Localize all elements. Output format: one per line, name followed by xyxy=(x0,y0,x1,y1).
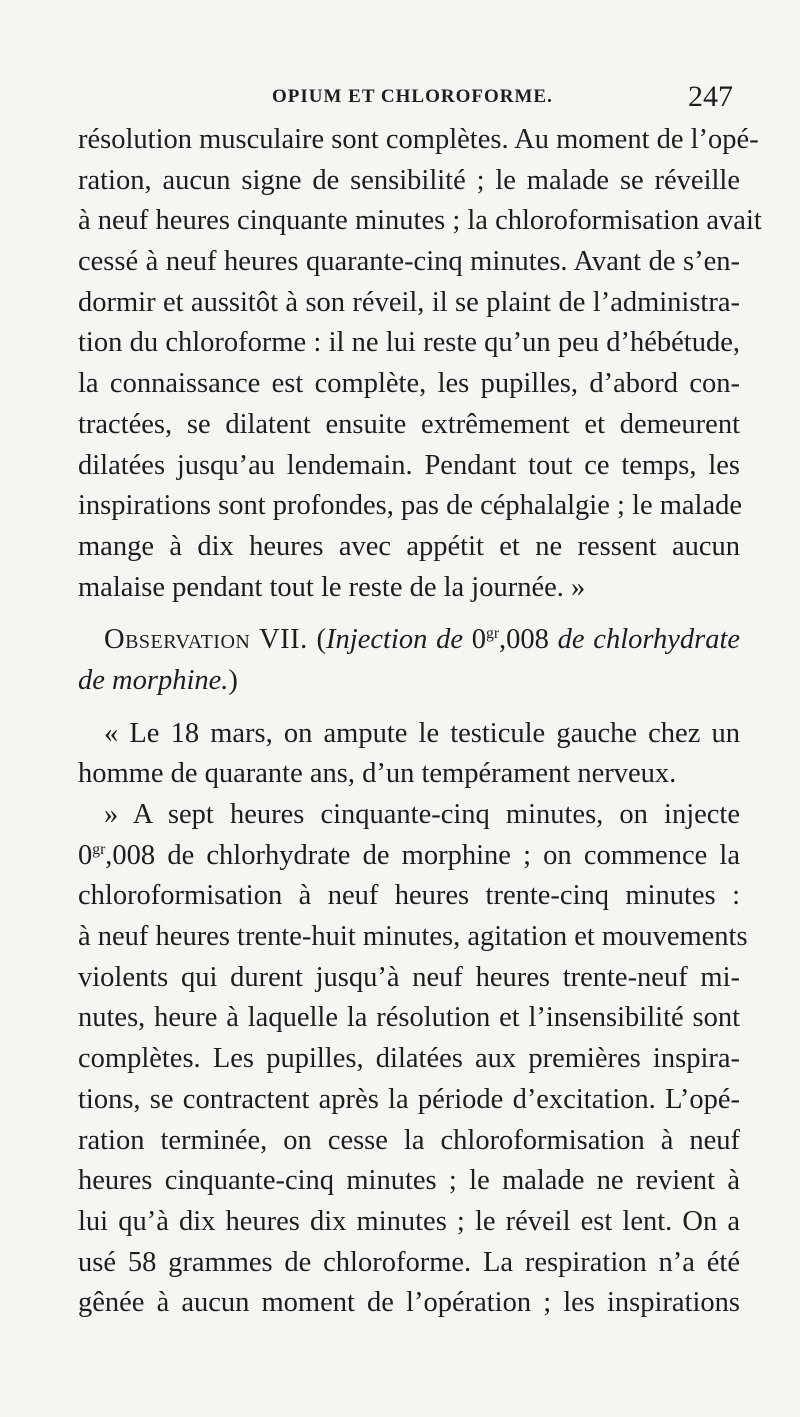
text-line: « Le 18 mars, on ampute le testicule gauche chez un xyxy=(104,717,740,749)
observation-italic-2: de chlorhydrate xyxy=(557,624,741,656)
body-text xyxy=(78,120,762,1324)
paren-close: ) xyxy=(228,664,238,696)
text-line: chloroformisation à neuf heures trente-cinq minutes : xyxy=(78,880,740,912)
dose-rest: ,008 de chlorhydrate de morphine ; on commence la xyxy=(105,839,740,871)
observation-label: Observation VII. xyxy=(104,624,308,656)
text-line-dose xyxy=(78,836,740,877)
page-number: 247 xyxy=(688,80,733,113)
text-line: gênée à aucun moment de l’opération ; les inspirations xyxy=(78,1287,740,1319)
dose-rest: ,008 xyxy=(499,624,549,656)
text-line: heures cinquante-cinq minutes ; le malade ne revient à xyxy=(78,1165,740,1197)
text-line: complètes. Les pupilles, dilatées aux premières inspira- xyxy=(78,1043,740,1075)
text-line: mange à dix heures avec appétit et ne ressent aucun xyxy=(78,530,740,562)
paragraph-gap xyxy=(78,702,740,714)
text-line: tractées, se dilatent ensuite extrêmement et demeurent xyxy=(78,408,740,440)
text-line: résolution musculaire sont complètes. Au moment de l’opé- xyxy=(78,124,759,155)
text-line: homme de quarante ans, d’un tempérament nerveux. xyxy=(78,758,677,790)
text-line: nutes, heure à laquelle la résolution et l’insensibilité sont xyxy=(78,1002,740,1034)
observation-italic-1: Injection de xyxy=(326,624,463,656)
dose-main: 0 xyxy=(78,839,93,871)
dose-unit: gr xyxy=(485,625,500,643)
text-line: violents qui durent jusqu’à neuf heures trente-neuf mi- xyxy=(78,961,740,993)
text-line: ration, aucun signe de sensibilité ; le malade se réveille xyxy=(78,164,740,196)
paren-open: ( xyxy=(316,624,327,656)
text-line: dormir et aussitôt à son réveil, il se plaint de l’administra- xyxy=(78,286,740,318)
text-line: inspirations sont profondes, pas de céphalalgie ; le malade xyxy=(78,490,743,522)
observation-italic-3: de morphine. xyxy=(78,664,229,696)
text-line: usé 58 grammes de chloroforme. La respiration n’a été xyxy=(78,1246,740,1278)
text-line: tions, se contractent après la période d’excitation. L’opé- xyxy=(78,1083,740,1115)
text-line: dilatées jusqu’au lendemain. Pendant tout ce temps, les xyxy=(78,449,740,481)
text-line: malaise pendant tout le reste de la journée. » xyxy=(78,571,586,603)
text-line: à neuf heures trente-huit minutes, agitation et mouvements xyxy=(78,921,748,953)
text-line: cessé à neuf heures quarante-cinq minutes. Avant de s’en- xyxy=(78,246,740,278)
text-line: » A sept heures cinquante-cinq minutes, on injecte xyxy=(104,799,740,830)
text-line: ration terminée, on cesse la chloroformisation à neuf xyxy=(78,1124,740,1156)
dose-unit: gr xyxy=(92,840,106,858)
text-line: à neuf heures cinquante minutes ; la chloroformisation avait xyxy=(78,205,762,237)
text-line: tion du chloroforme : il ne lui reste qu’un peu d’hébétude, xyxy=(78,327,740,359)
text-line: lui qu’à dix heures dix minutes ; le réveil est lent. On a xyxy=(78,1205,740,1237)
observation-heading xyxy=(78,620,740,661)
running-head: OPIUM ET CHLOROFORME. xyxy=(272,86,553,107)
observation-heading-cont xyxy=(78,661,740,702)
text-line: la connaissance est complète, les pupilles, d’abord con- xyxy=(78,368,740,400)
dose-main: 0 xyxy=(471,624,486,656)
